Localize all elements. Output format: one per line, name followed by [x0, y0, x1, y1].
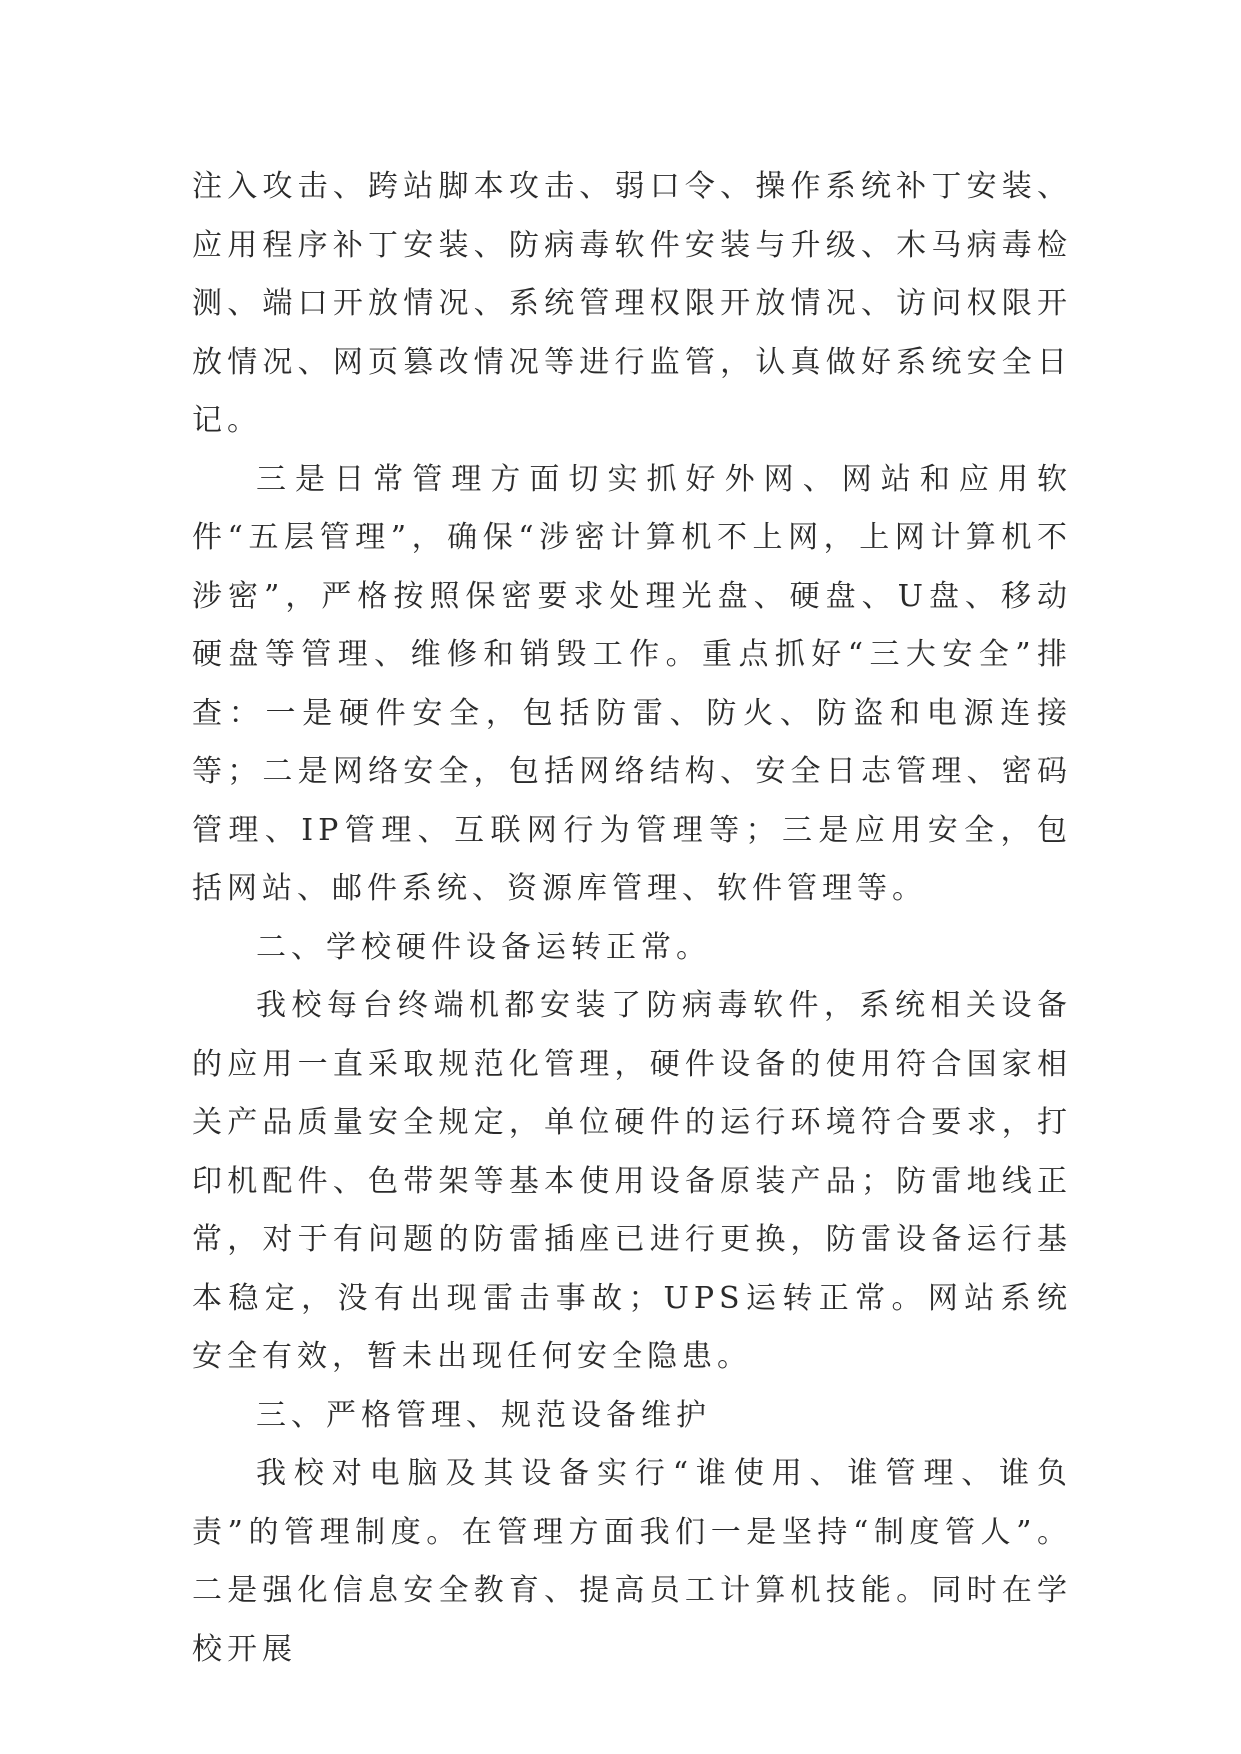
paragraph-daily-management: 三是日常管理方面切实抓好外网、网站和应用软件“五层管理”，确保“涉密计算机不上网，上网计算机不涉密”，严格按照保密要求处理光盘、硬盘、U盘、移动硬盘等管理、维修和销毁工作。重点抓好“三大安全”排查：一是硬件安全，包括防雷、防火、防盗和电源连接等；二是网络安全，包括网络结构、安全日志管理、密码管理、IP管理、互联网行为管理等；三是应用安全，包括网站、邮件系统、资源库管理、软件管理等。 [192, 461, 1072, 906]
section-heading-hardware: 二、学校硬件设备运转正常。 [256, 929, 711, 965]
paragraph-network-monitoring: 注入攻击、跨站脚本攻击、弱口令、操作系统补丁安装、应用程序补丁安装、防病毒软件安装与升级、木马病毒检测、端口开放情况、系统管理权限开放情况、访问权限开放情况、网页篡改情况等进行监管，认真做好系统安全日记。 [192, 169, 1072, 438]
document-body [192, 158, 1072, 1679]
paragraph-maintenance-policy: 我校对电脑及其设备实行“谁使用、谁管理、谁负责”的管理制度。在管理方面我们一是坚持“制度管人”。二是强化信息安全教育、提高员工计算机技能。同时在学校开展 [192, 1456, 1072, 1667]
section-heading-maintenance: 三、严格管理、规范设备维护 [256, 1397, 711, 1433]
paragraph-hardware-status: 我校每台终端机都安装了防病毒软件，系统相关设备的应用一直采取规范化管理，硬件设备的使用符合国家相关产品质量安全规定，单位硬件的运行环境符合要求，打印机配件、色带架等基本使用设备原装产品；防雷地线正常，对于有问题的防雷插座已进行更换，防雷设备运行基本稳定，没有出现雷击事故；UPS运转正常。网站系统安全有效，暂未出现任何安全隐患。 [192, 988, 1072, 1374]
